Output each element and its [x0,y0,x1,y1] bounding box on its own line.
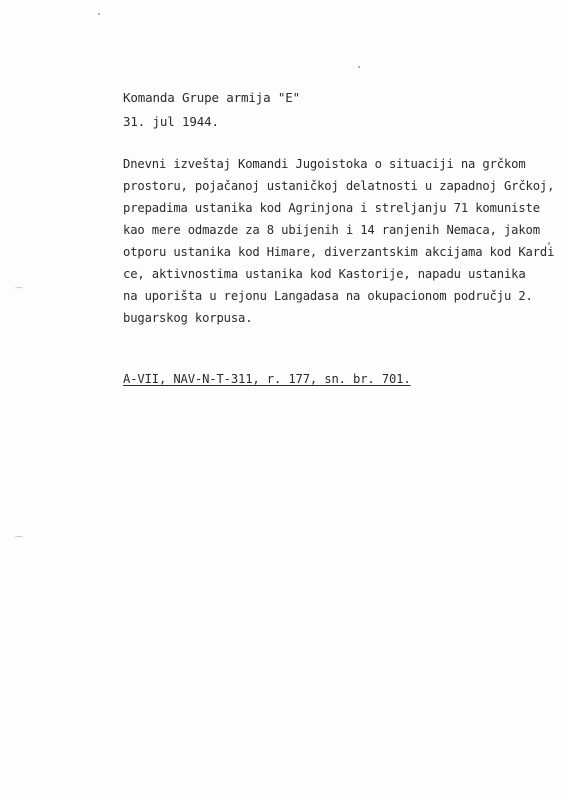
command-name: Komanda Grupe armija "E" [123,90,301,105]
summary-line: prepadima ustanika kod Agrinjona i streljanju 71 komuniste [123,201,540,215]
summary-line: kao mere odmazde za 8 ubijenih i 14 ranjenih Nemaca, jakom [123,223,540,237]
summary-line: Dnevni izveštaj Komandi Jugoistoka o situaciji na grčkom [123,157,526,171]
scan-speck [548,242,550,245]
summary-line: ce, aktivnostima ustanika kod Kastorije, napadu ustanika [123,267,526,281]
scan-speck [358,66,360,68]
document-date: 31. jul 1944. [123,114,219,129]
scan-edge-mark [14,536,24,539]
summary-line: prostoru, pojačanoj ustaničkoj delatnosti u zapadnoj Grčkoj, [123,179,555,193]
summary-line: bugarskog korpusa. [123,311,253,325]
document-summary [123,157,563,337]
summary-line: otporu ustanika kod Himare, diverzantskim akcijama kod Kardi [123,245,555,259]
scan-speck [98,13,100,15]
document-heading [123,91,423,131]
summary-line: na uporišta u rejonu Langadasa na okupacionom području 2. [123,289,533,303]
scan-edge-mark [14,287,24,290]
archive-reference: A-VII, NAV-N-T-311, r. 177, sn. br. 701. [123,372,411,386]
